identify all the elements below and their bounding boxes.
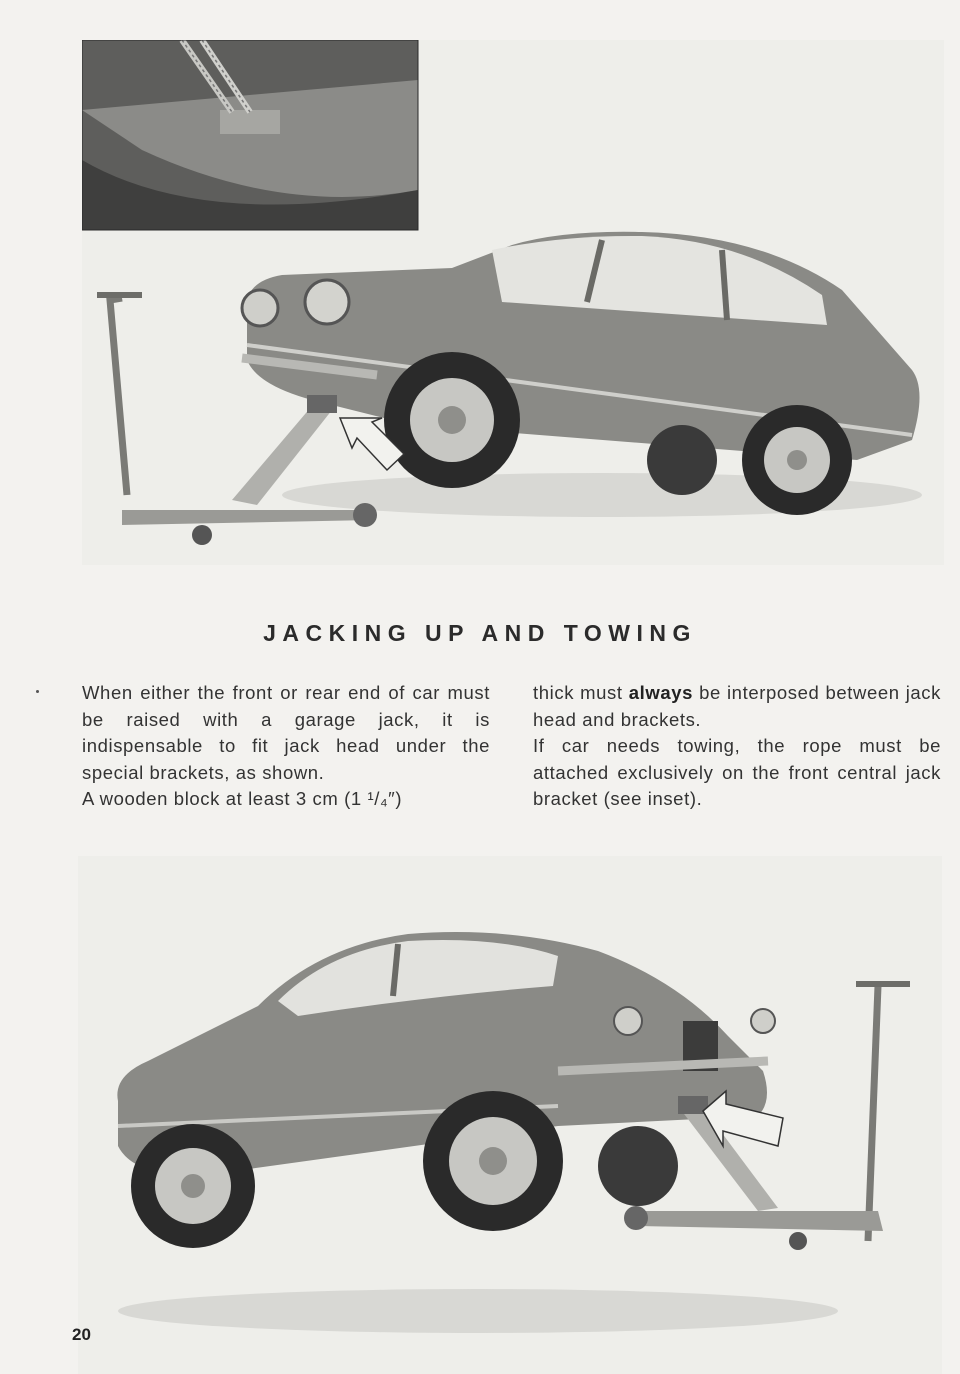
- page-number: 20: [72, 1325, 91, 1344]
- margin-mark: [36, 690, 39, 693]
- bottom-photo: [78, 856, 942, 1374]
- top-photo: [82, 40, 944, 565]
- text-column-left: [82, 680, 490, 813]
- paragraph-jacking: When either the front or rear end of car must be raised with a garage jack, it is indispensable to fit jack head under the special brackets, as shown.: [82, 682, 490, 783]
- paragraph-wooden-block: A wooden block at least 3 cm (1 ¹/₄″): [82, 788, 403, 809]
- emphasis-always: always: [628, 682, 694, 703]
- section-heading: JACKING UP AND TOWING: [263, 620, 697, 646]
- paragraph-towing: If car needs towing, the rope must be attached exclusively on the front central jack bracket (see inset).: [533, 735, 941, 809]
- text-thick-must: thick must: [533, 682, 629, 703]
- text-column-right: [533, 680, 941, 813]
- towing-inset-photo: [82, 40, 418, 230]
- text-interposed: be interposed between jack head and brackets.: [533, 682, 941, 730]
- paragraph-interpose: [533, 680, 941, 733]
